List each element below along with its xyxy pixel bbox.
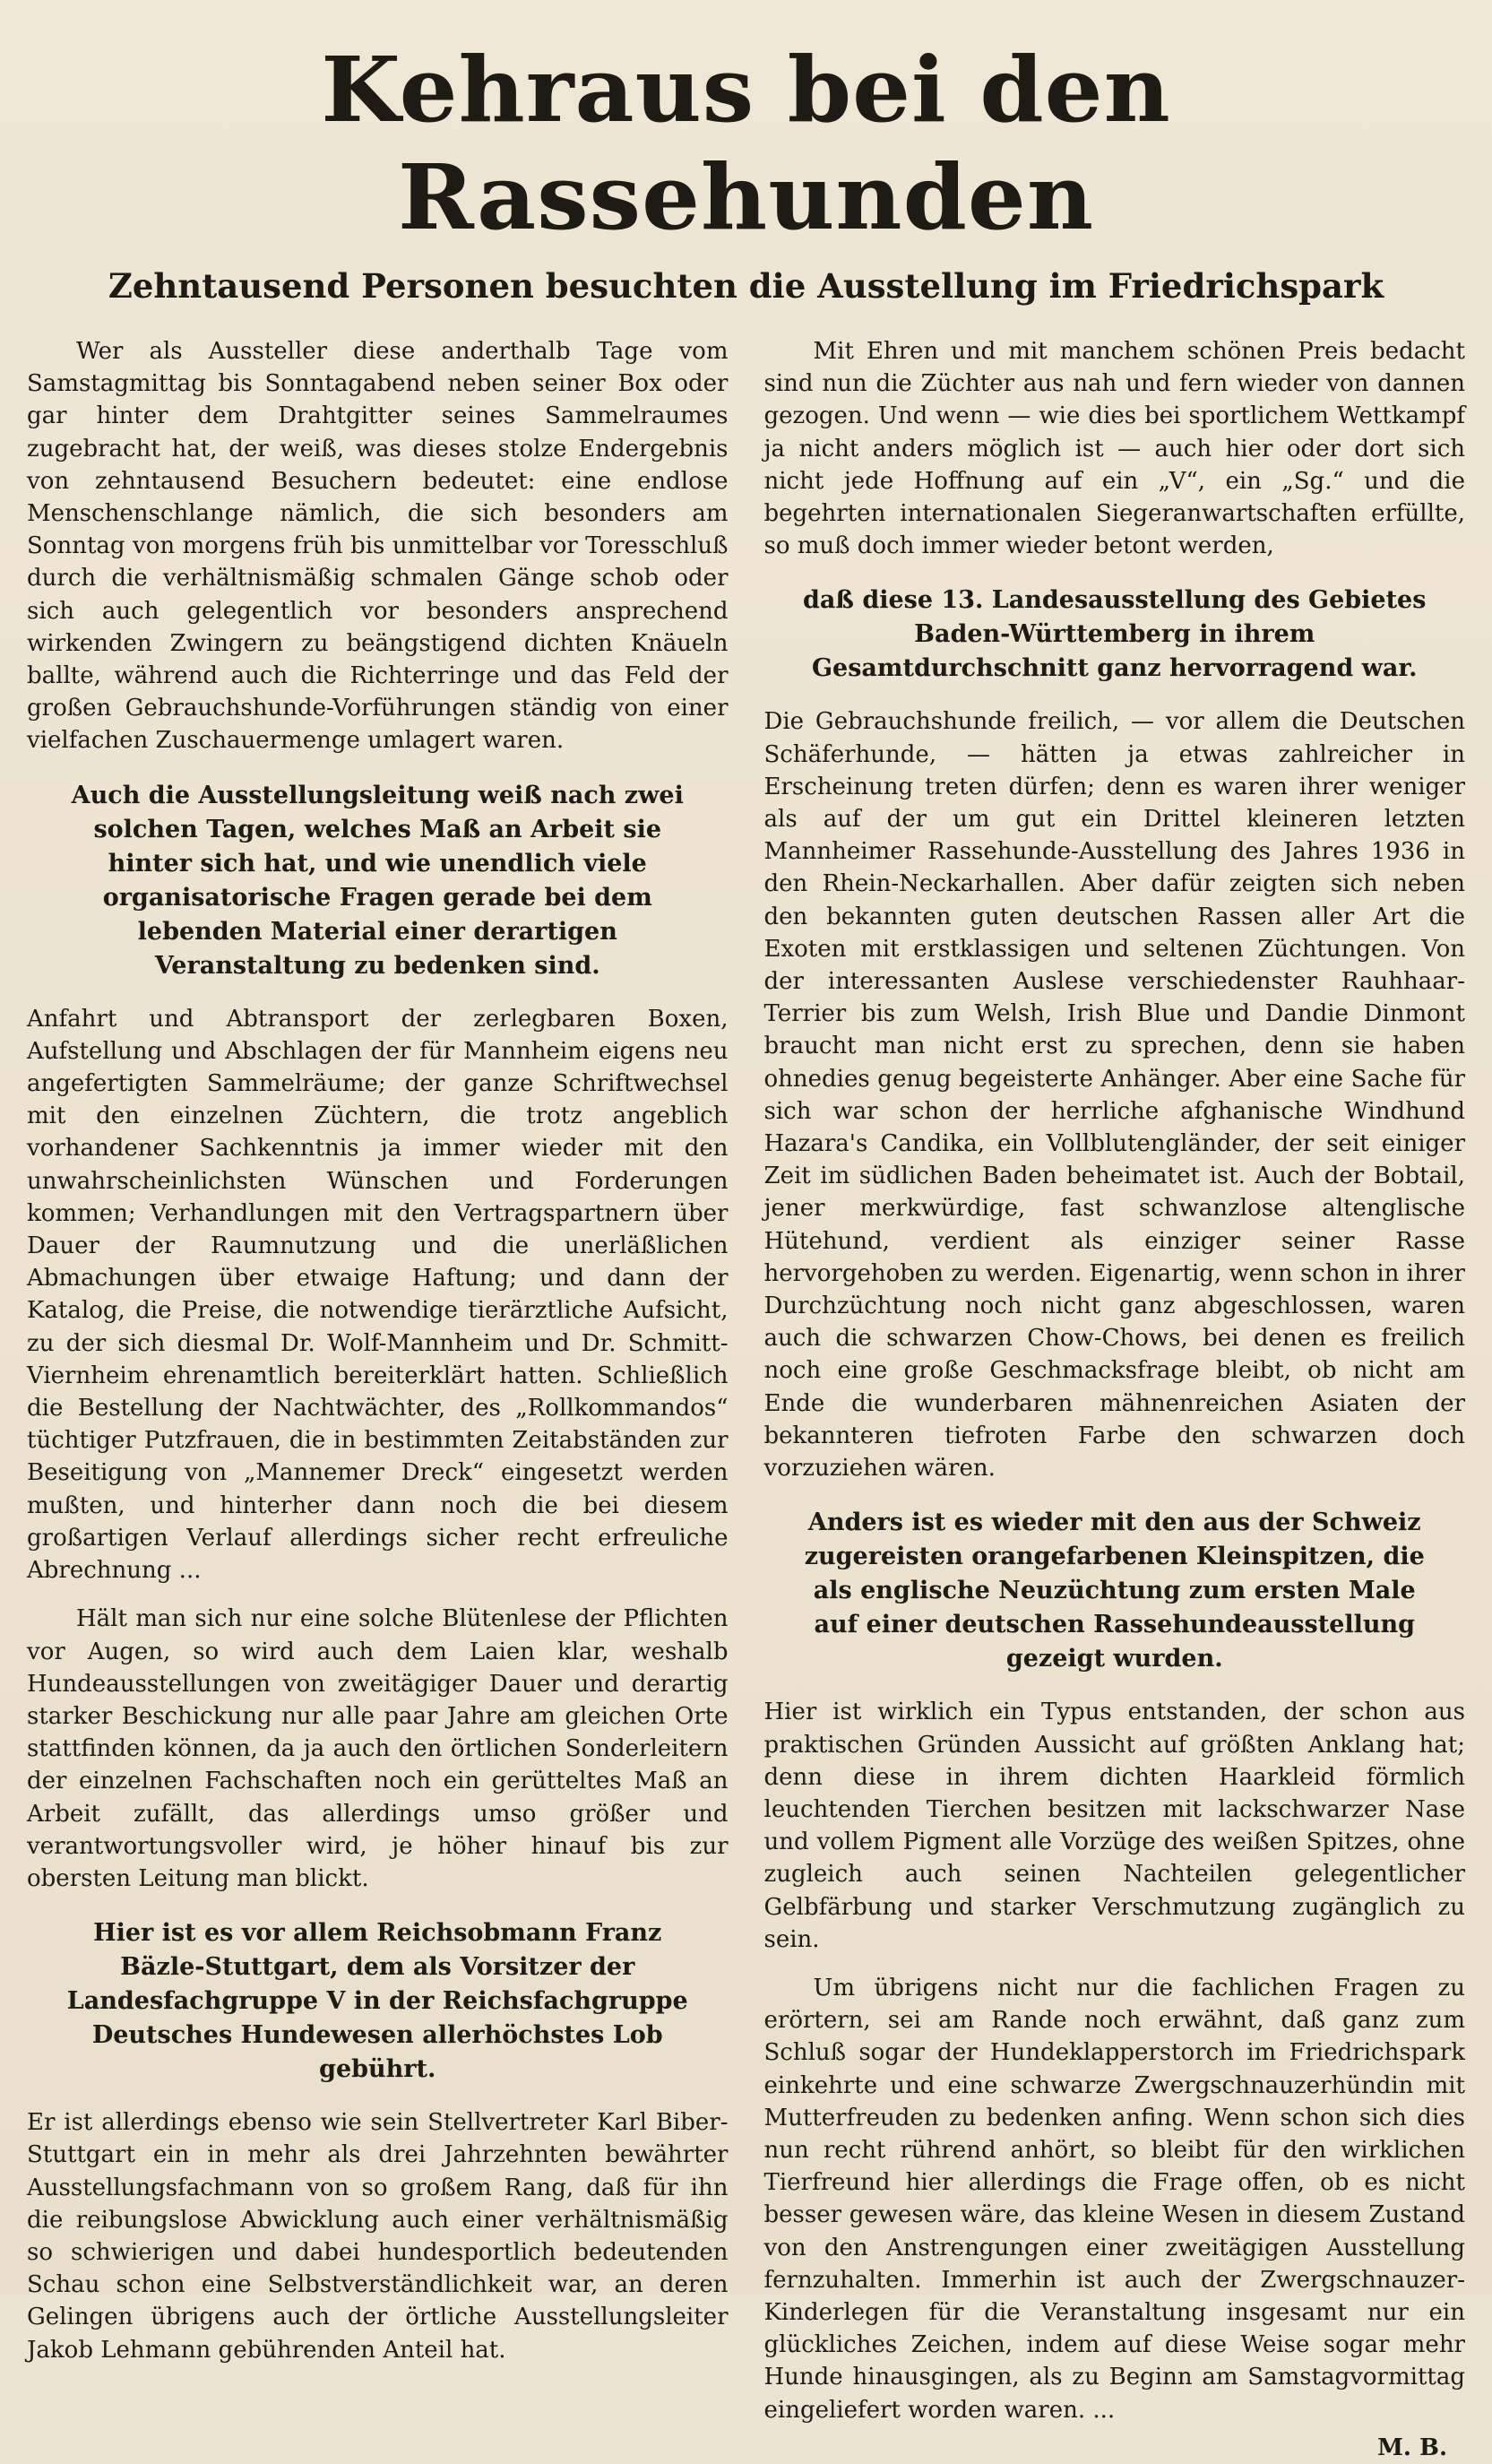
left-column bbox=[27, 335, 729, 2388]
article-columns bbox=[27, 335, 1465, 2461]
callout-paragraph: Hier ist es vor allem Reichsobmann Franz Bäzle-Stuttgart, dem als Vorsitzer der Landesfachgruppe V in der Reichsfachgruppe Deutsches Hundewesen allerhöchstes Lob gebührt. bbox=[66, 1919, 688, 2084]
paragraph: Er ist allerdings ebenso wie sein Stellvertreter Karl Biber-Stuttgart ein in mehr als drei Jahrzehnten bewährter Ausstellungsfachmann von so großem Rang, daß für ihn die reibungslose Abwicklung auch einer verhältnismäßig so schwierigen und dabei hundesportlich bedeutenden Schau schon eine Selbstverständlichkeit war, an deren Gelingen übrigens auch der örtliche Ausstellungsleiter Jakob Lehmann gebührenden Anteil hat. bbox=[27, 2109, 729, 2364]
paragraph: Mit Ehren und mit manchem schönen Preis bedacht sind nun die Züchter aus nah und fern wieder von dannen gezogen. Und wenn — wie dies bei sportlichem Wettkampf ja nicht anders möglich ist — auch hier oder dort sich nicht jede Hoffnung auf ein „V“, ein „Sg.“ und die begehrten internationalen Siegeranwartschaften erfüllte, so muß doch immer wieder betont werden, bbox=[763, 338, 1465, 560]
paragraph: Die Gebrauchshunde freilich, — vor allem die Deutschen Schäferhunde, — hätten ja etwas zahlreicher in Erscheinung treten dürfen; denn es waren ihrer weniger als auf der um gut ein Drittel kleineren letzten Mannheimer Rassehunde-Ausstellung des Jahres 1936 in den Rhein-Neckarhallen. Aber dafür zeigten sich neben den bekannten guten deutschen Rassen aller Art die Exoten mit erstklassigen und seltenen Züchtungen. Von der interessanten Auslese verschiedenster Rauhhaar-Terrier bis zum Welsh, Irish Blue und Dandie Dinmont braucht man nicht erst zu sprechen, denn sie haben ohnedies genug begeisterte Anhänger. Aber eine Sache für sich war schon der herrliche afghanische Windhund Hazara's Candika, ein Vollblutengländer, der seit einiger Zeit im südlichen Baden beheimatet ist. Auch der Bobtail, jener merkwürdige, fast schwanzlose altenglische Hütehund, verdient als einziger seiner Rasse hervorgehoben zu werden. Eigenartig, wenn schon in ihrer Durchzüchtung noch nicht ganz abgeschlossen, waren auch die schwarzen Chow-Chows, bei denen es freilich noch eine große Geschmacksfrage bleibt, ob nicht am Ende die wunderbaren mähnenreichen Asiaten der bekannteren tiefroten Farbe den schwarzen doch vorzuziehen wären. bbox=[763, 708, 1465, 1483]
callout-paragraph: Anders ist es wieder mit den aus der Schweiz zugereisten orangefarbenen Kleinspitzen, die als englische Neuzüchtung zum ersten Male auf einer deutschen Rassehundeausstellung gezeigt wurden. bbox=[804, 1509, 1425, 1673]
paragraph: Hier ist wirklich ein Typus entstanden, der schon aus praktischen Gründen Aussicht auf größten Anklang hat; denn diese in ihrem dichten Haarkleid förmlich leuchtenden Tierchen besitzen mit lackschwarzer Nase und vollem Pigment alle Vorzüge des weißen Spitzes, ohne zugleich auch seinen Nachteilen gelegentlicher Gelbfärbung und starker Verschmutzung zugänglich zu sein. bbox=[763, 1699, 1465, 1953]
paragraph: Um übrigens nicht nur die fachlichen Fragen zu erörtern, sei am Rande noch erwähnt, daß ganz zum Schluß sogar der Hundeklapperstorch im Friedrichspark einkehrte und eine schwarze Zwergschnauzerhündin mit Mutterfreuden zu bedenken anfing. Wenn schon sich dies nun recht rührend anhört, so bleibt für den wirklichen Tierfreund hier allerdings die Frage offen, ob es nicht besser gewesen wäre, das kleine Wesen in diesem Zustand von den Anstrengungen einer zweitägigen Ausstellung fernzuhalten. Immerhin ist auch der Zwergschnauzer-Kinderlegen für die Veranstaltung insgesamt nur ein glückliches Zeichen, indem auf diese Weise sogar mehr Hunde hinausgingen, als zu Beginn am Samstagvormittag eingeliefert worden waren. ... bbox=[763, 1974, 1465, 2424]
right-column bbox=[763, 335, 1466, 2461]
callout-paragraph: daß diese 13. Landesausstellung des Gebietes Baden-Württemberg in ihrem Gesamtdurchschnitt ganz hervorragend war. bbox=[803, 586, 1427, 683]
paragraph: Wer als Aussteller diese anderthalb Tage vom Samstagmittag bis Sonntagabend neben seiner Box oder gar hinter dem Drahtgitter seines Sammelraumes zugebracht hat, der weiß, was dieses stolze Endergebnis von zehntausend Besuchern bedeutet: eine endlose Menschenschlange nämlich, die sich besonders am Sonntag von morgens früh bis unmittelbar vor Toresschluß durch die verhältnismäßig schmalen Gänge schob oder sich auch gelegentlich vor besonders ansprechend wirkenden Zwingern zu beängstigend dichten Knäueln ballte, während auch die Richterringe und das Feld der großen Gebrauchshunde-Vorführungen ständig von einer vielfachen Zuschauermenge umlagert waren. bbox=[27, 338, 729, 755]
headline: Kehraus bei den Rassehunden bbox=[321, 37, 1171, 250]
paragraph: Hält man sich nur eine solche Blütenlese der Pflichten vor Augen, so wird auch dem Laien klar, weshalb Hundeausstellungen von zweitägiger Dauer und derartig starker Beschickung nur alle paar Jahre am gleichen Orte stattfinden können, da ja auch den örtlichen Sonderleitern der einzelnen Fachschaften noch ein gerütteltes Maß an Arbeit zufällt, das allerdings umso größer und verantwortungsvoller wird, je höher hinauf bis zur obersten Leitung man blickt. bbox=[27, 1605, 729, 1892]
callout-paragraph: Auch die Ausstellungsleitung weiß nach zwei solchen Tagen, welches Maß an Arbeit sie hinter sich hat, und wie unendlich viele organisatorische Fragen gerade bei dem lebenden Material einer derartigen Veranstaltung zu bedenken sind. bbox=[71, 781, 684, 980]
paragraph: Anfahrt und Abtransport der zerlegbaren Boxen, Aufstellung und Abschlagen der für Mannheim eigens neu angefertigten Sammelräume; der ganze Schriftwechsel mit den einzelnen Züchtern, die trotz angeblich vorhandener Sachkenntnis ja immer wieder mit den unwahrscheinlichsten Wünschen und Forderungen kommen; Verhandlungen mit den Vertragspartnern über Dauer der Raumnutzung und die unerläßlichen Abmachungen über etwaige Haftung; und dann der Katalog, die Preise, die notwendige tierärztliche Aufsicht, zu der sich diesmal Dr. Wolf-Mannheim und Dr. Schmitt-Viernheim ehrenamtlich bereiterklärt hatten. Schließlich die Bestellung der Nachtwächter, des „Rollkommandos“ tüchtiger Putzfrauen, die in bestimmten Zeitabständen zur Beseitigung von „Mannemer Dreck“ eingesetzt werden mußten, und hinterher dann noch die bei diesem großartigen Verlauf allerdings sicher recht erfreuliche Abrechnung ... bbox=[27, 1005, 729, 1585]
author-signature: M. B. bbox=[1377, 2434, 1447, 2461]
subheadline: Zehntausend Personen besuchten die Ausstellung im Friedrichspark bbox=[108, 266, 1384, 306]
